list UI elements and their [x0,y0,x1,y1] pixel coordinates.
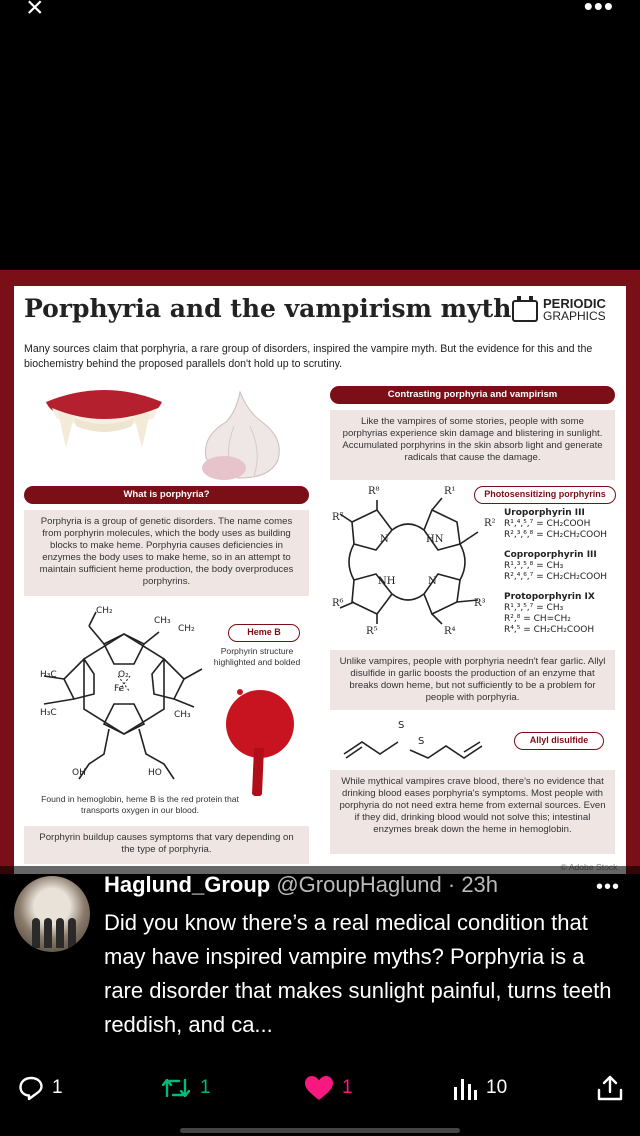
ring-label-r6: R⁶ [332,598,344,609]
allyl-label-s2: S [418,736,425,747]
ring-label-n2: N [428,576,437,587]
ring-label-hn: HN [426,534,444,545]
retweet-button[interactable] [160,1070,211,1106]
ring-label-n1: N [380,534,389,545]
user-handle-time[interactable]: @GroupHaglund · 23h [276,872,499,897]
contrasting-banner: Contrasting porphyria and vampirism [330,386,615,404]
heme-label-ch3b: CH₃ [174,710,191,720]
allyl-disulfide-structure [340,724,490,764]
infographic-image[interactable] [0,270,640,874]
garlic-text: Unlike vampires, people with porphyria needn't fear garlic. Allyl disulfide in garlic boosts the production of an enzyme that breaks down heme, but not sufficiently to be a problem for people with porphyria. [330,650,615,710]
intro-text: Many sources claim that porphyria, a rare group of disorders, inspired the vampire myth. But the evidence for this and the biochemistry behind the proposed parallels don't hold up to scrutiny. [24,343,593,370]
reply-button[interactable] [18,1070,63,1106]
reply-icon [18,1075,44,1101]
views-count: 10 [486,1077,508,1098]
retweet-count: 1 [200,1077,211,1098]
share-icon [596,1074,624,1102]
heme-label-ch2b: CH₂ [178,624,195,634]
close-icon[interactable]: × [26,0,44,24]
photosensitizing-tag: Photosensitizing porphyrins [474,486,616,504]
user-avatar[interactable] [14,876,90,952]
heme-label-ch2: CH₂ [96,606,113,616]
like-count: 1 [342,1077,353,1098]
periodic-graphics-logo [512,297,614,325]
ring-label-r3: R³ [474,598,486,609]
logo-line-1: PERIODIC [543,296,606,311]
retweet-icon [160,1075,192,1101]
home-indicator [180,1128,460,1133]
ring-label-r2: R² [484,518,496,529]
tweet-action-bar [0,1070,640,1110]
reply-count: 1 [52,1077,63,1098]
top-bar [0,0,640,40]
heme-label-ch3a: CH₃ [154,616,171,626]
formula-uroporphyrin: Uroporphyrin III R¹,⁴,⁵,⁷ = CH₂COOH R²,³,⁶,⁸ = CH₂CH₂COOH [504,508,608,540]
allyl-label-s1: S [398,720,405,731]
logo-line-2: GRAPHICS [543,309,606,323]
heme-label-fe: Fe [114,684,125,694]
calendar-icon [512,300,538,322]
ring-label-nh: NH [378,576,396,587]
share-button[interactable] [596,1070,632,1106]
like-button[interactable] [304,1070,353,1106]
tweet-text[interactable]: Did you know there’s a real medical condition that may have inspired vampire myths? Porphyria is a rare disorder that makes sunlight painful, turns teeth reddish, and ca... [104,910,612,1037]
blood-text: While mythical vampires crave blood, there's no evidence that drinking blood eases porphyria's symptoms. Most people with porphyria do not need extra heme from external sources. Even if they did, drinking blood would not solve this; intestinal enzymes break down the heme in hemoglobin. [330,770,615,854]
garlic-icon [202,392,279,480]
heme-caption: Found in hemoglobin, heme B is the red protein that transports oxygen in our blood. [41,794,239,815]
ring-label-r8: R⁸ [368,486,380,497]
heme-label-h3c2: H₃C [40,708,57,718]
views-button[interactable] [452,1070,507,1106]
porphyrin-buildup-text: Porphyrin buildup causes symptoms that vary depending on the type of porphyria. [24,826,309,864]
ring-label-r7: R⁷ [332,512,344,523]
what-is-porphyria-text: Porphyria is a group of genetic disorders. The name comes from porphyrin molecules, which the body uses as building blocks to make heme. Porphyria causes deficiencies in enzymes the body uses to make heme, so in an attempt to maintain sufficient heme production, the body overproduces porphyrins. [24,510,309,596]
sunlight-text: Like the vampires of some stories, people with some porphyrias experience skin damage and blistering in sunlight. Accumulated porphyrins in the skin absorb light and generate radicals that cause the damage. [330,410,615,480]
ring-label-r5: R⁵ [366,626,378,637]
infographic-panel [14,286,626,874]
infographic-title: Porphyria and the vampirism myth [24,294,512,323]
more-options-icon[interactable]: ••• [583,0,614,21]
heme-b-tag: Heme B [228,624,300,642]
formula-coproporphyrin: Coproporphyrin III R¹,³,⁵,⁸ = CH₃ R²,⁴,⁶,⁷ = CH₂CH₂COOH [504,550,608,582]
views-icon [452,1075,478,1101]
heme-label-o2: O₂ [118,670,129,680]
formula-protoporphyrin: Protoporphyrin IX R¹,³,⁵,⁷ = CH₃ R²,⁸ = CH=CH₂ R⁴,⁵ = CH₂CH₂COOH [504,592,595,635]
what-is-porphyria-banner: What is porphyria? [24,486,309,504]
heme-label-oh: OH [72,768,86,778]
heme-note: Porphyrin structure highlighted and bolded [213,646,301,667]
heme-label-ho: HO [148,768,162,778]
ring-label-r1: R¹ [444,486,456,497]
ring-label-r4: R⁴ [444,626,456,637]
porphyrin-ring-diagram [332,492,492,632]
blood-drop-icon [220,686,300,796]
allyl-disulfide-tag: Allyl disulfide [514,732,604,750]
heart-icon [304,1075,334,1101]
tweet-author-line [104,872,498,898]
heme-label-h3c1: H₃C [40,670,57,680]
vampire-teeth-icon [46,390,162,448]
user-display-name[interactable]: Haglund_Group [104,872,271,897]
tweet-more-icon[interactable]: ••• [596,876,621,898]
fangs-and-garlic-illustration [34,382,314,482]
